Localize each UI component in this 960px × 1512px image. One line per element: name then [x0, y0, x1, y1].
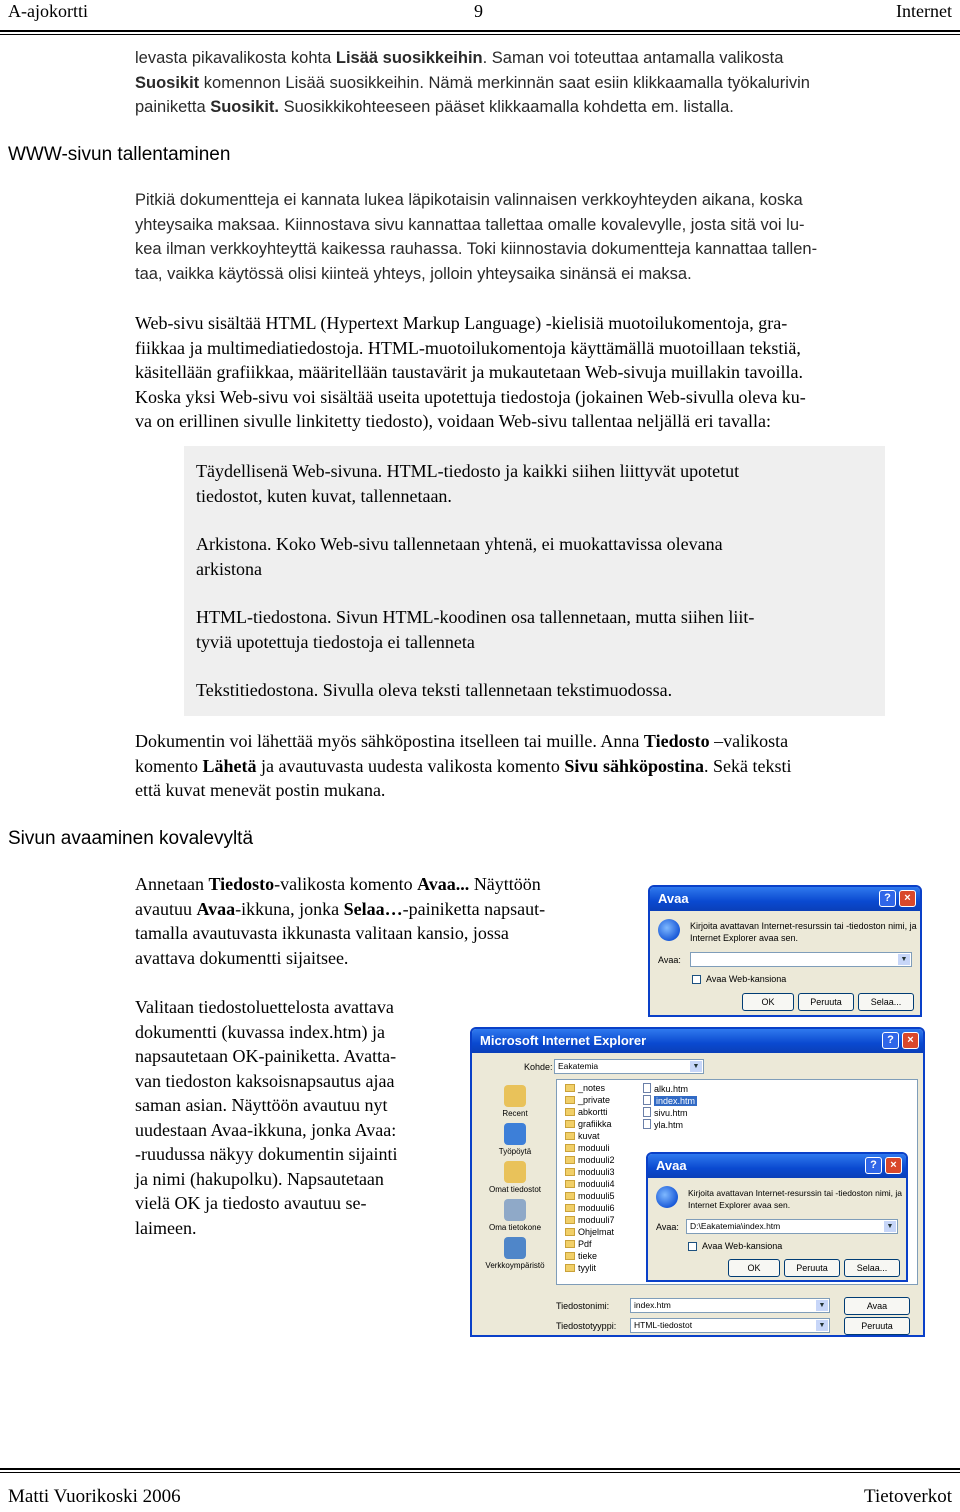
dialog-description-2: Internet Explorer avaa sen. [688, 1200, 791, 1210]
ok-button[interactable]: OK [742, 993, 794, 1011]
folder-item[interactable]: tieke [565, 1251, 597, 1262]
save-paragraph-2: Web-sivu sisältää HTML (Hypertext Markup Language) -kielisiä muotoilukomentoja, gra- fiikkaa ja multimediatiedostoja. HTML-muotoilukomentoja käyttämällä muotoillaan tekstiä, käsitellään grafiikkaa, määritellään taustavärit ja mukautetaan Web-sivuja muillakin tavoilla. Koska yksi Web-sivu voi sisältää useita upotettuja tiedostoja (jokainen Web-sivulla oleva ku- va on erillinen sivulle linkitetty tiedosto), voidaan Web-sivu tallentaa neljällä eri tavalla: [135, 313, 806, 431]
folder-item[interactable]: moduuli [565, 1143, 610, 1154]
web-folder-checkbox[interactable] [688, 1242, 697, 1251]
header-right: Internet [896, 1, 952, 21]
save-option-html: HTML-tiedostona. Sivun HTML-koodinen osa tallennetaan, mutta siihen liit- tyviä upotettuja tiedostoja ei tallenneta [196, 607, 755, 652]
header-rule-thin [0, 34, 960, 35]
recent-icon[interactable] [504, 1085, 526, 1107]
open-paragraph-1: Annetaan Tiedosto-valikosta komento Avaa... Näyttöön avautuu Avaa-ikkuna, jonka Selaa…-painiketta napsaut- tamalla avautuvasta ikkunasta valitaan kansio, jossa avattava dokumentti sijaitsee. [135, 874, 546, 968]
dialog-titlebar: Avaa ? × [648, 1154, 906, 1178]
chevron-down-icon[interactable]: ▼ [816, 1300, 828, 1311]
my-documents-icon[interactable] [504, 1161, 526, 1183]
folder-item[interactable]: moduuli7 [565, 1215, 615, 1226]
desktop-icon[interactable] [504, 1123, 526, 1145]
footer-rule-thin [0, 1472, 960, 1473]
dialog-description: Kirjoita avattavan Internet-resurssin tai -tiedoston nimi, ja [688, 1188, 903, 1198]
save-option-text: Tekstitiedostona. Sivulla oleva teksti tallennetaan tekstimuodossa. [196, 680, 673, 700]
section-heading-open: Sivun avaaminen kovalevyltä [8, 828, 254, 849]
network-icon[interactable] [504, 1237, 526, 1259]
save-options-box [184, 446, 885, 716]
save-option-archive: Arkistona. Koko Web-sivu tallennetaan yhtenä, ei muokattavissa olevana arkistona [196, 534, 723, 579]
folder-item[interactable]: _notes [565, 1083, 605, 1094]
filename-label: Tiedostonimi: [556, 1301, 610, 1311]
browser-titlebar: Microsoft Internet Explorer ? × [472, 1029, 923, 1053]
intro-paragraph: levasta pikavalikosta kohta Lisää suosikkeihin. Saman voi toteuttaa antamalla valikosta Suosikit komennon Lisää suosikkeihin. Nämä merkinnän saat esiin klikkaamalla työkalurivin painiketta Suosikit. Suosikkikohteeseen pääset klikkaamalla kohdetta em. listalla. [135, 49, 810, 116]
folder-item[interactable]: abkortti [565, 1107, 608, 1118]
header-rule [0, 30, 960, 32]
place-label: Recent [502, 1109, 528, 1118]
cancel-button[interactable]: Peruuta [844, 1317, 910, 1335]
close-icon[interactable]: × [899, 890, 916, 907]
folder-item[interactable]: grafiikka [565, 1119, 612, 1130]
place-label: Työpöytä [498, 1147, 532, 1156]
footer-author: Matti Vuorikoski 2006 [8, 1486, 181, 1507]
look-in-label: Kohde: [524, 1062, 553, 1072]
my-computer-icon[interactable] [504, 1199, 526, 1221]
open-dialog-with-path-screenshot [646, 1152, 908, 1282]
ok-button[interactable]: OK [728, 1259, 780, 1277]
folder-item[interactable]: _private [565, 1095, 610, 1106]
open-dialog-screenshot [648, 885, 922, 1017]
web-folder-label: Avaa Web-kansiona [706, 974, 787, 984]
globe-icon [656, 1186, 678, 1208]
file-item[interactable]: sivu.htm [643, 1107, 688, 1119]
folder-item[interactable]: kuvat [565, 1131, 600, 1142]
folder-item[interactable]: moduuli2 [565, 1155, 615, 1166]
folder-item[interactable]: moduuli4 [565, 1179, 615, 1190]
folder-item[interactable]: moduuli6 [565, 1203, 615, 1214]
email-paragraph: Dokumentin voi lähettää myös sähköpostina itselleen tai muille. Anna Tiedosto –valikosta komento Lähetä ja avautuvasta uudesta valikosta komento Sivu sähköpostina. Sekä teksti että kuvat menevät postin mukana. [135, 731, 792, 800]
save-paragraph-1: Pitkiä dokumentteja ei kannata lukea läpikotaisin valinnaisen verkkoyhteyden aikana, koska yhteysaika maksaa. Kiinnostava sivu kannattaa tallettaa omalle kovalevylle, josta sitä voi lu- kea ilman verkkoyhteyttä kaikessa rauhassa. Toki kiinnostavia dokumentteja kannattaa tallen- taa, vaikka käytössä olisi kiinteä yhteys, jolloin yhteysaika sinänsä ei maksa. [135, 191, 818, 283]
open-label: Avaa: [656, 1222, 679, 1232]
open-paragraph-2: Valitaan tiedostoluettelosta avattava dokumentti (kuvassa index.htm) ja napsautetaan OK-painiketta. Avatta- van tiedoston kaksoisnapsautus ajaa saman asian. Näyttöön avautuu nyt uudestaan Avaa-ikkuna, jonka Avaa: -ruudussa näkyy dokumentin sijainti ja nimi (hakupolku). Napsautetaan vielä OK ja tiedosto avautuu se- laimeen. [135, 997, 398, 1238]
page-number: 9 [474, 1, 483, 21]
chevron-down-icon[interactable]: ▼ [816, 1320, 828, 1331]
dialog-description: Kirjoita avattavan Internet-resurssin tai -tiedoston nimi, ja [690, 921, 917, 931]
folder-item[interactable]: Pdf [565, 1239, 592, 1250]
web-folder-checkbox[interactable] [692, 975, 701, 984]
save-option-complete: Täydellisenä Web-sivuna. HTML-tiedosto ja kaikki siihen liittyvät upotetut tiedostot, kuten kuvat, tallennetaan. [196, 461, 740, 506]
filename-input[interactable]: index.htm ▼ [630, 1298, 830, 1313]
filetype-label: Tiedostotyyppi: [556, 1321, 617, 1331]
browse-button[interactable]: Selaa... [844, 1259, 900, 1277]
place-label: Oma tietokone [488, 1223, 542, 1232]
footer-topic: Tietoverkot [864, 1486, 952, 1507]
help-icon[interactable]: ? [882, 1032, 899, 1049]
folder-item[interactable]: moduuli3 [565, 1167, 615, 1178]
open-label: Avaa: [658, 955, 681, 965]
folder-item[interactable]: Ohjelmat [565, 1227, 614, 1238]
help-icon[interactable]: ? [865, 1157, 882, 1174]
close-icon[interactable]: × [885, 1157, 902, 1174]
file-item[interactable]: alku.htm [643, 1083, 688, 1095]
open-button[interactable]: Avaa [844, 1297, 910, 1315]
place-label: Verkkoympäristö [485, 1261, 545, 1270]
filetype-select[interactable]: HTML-tiedostot ▼ [630, 1318, 830, 1333]
browse-button[interactable]: Selaa... [858, 993, 914, 1011]
footer-rule [0, 1468, 960, 1470]
cancel-button[interactable]: Peruuta [798, 993, 854, 1011]
address-input[interactable] [690, 952, 912, 967]
folder-item[interactable]: tyylit [565, 1263, 596, 1274]
dialog-description-2: Internet Explorer avaa sen. [690, 933, 799, 943]
file-item[interactable]: yla.htm [643, 1119, 683, 1131]
places-bar [476, 1081, 554, 1281]
header-left: A-ajokortti [8, 1, 88, 21]
chevron-down-icon[interactable]: ▼ [884, 1221, 896, 1232]
section-heading-save: WWW-sivun tallentaminen [8, 144, 231, 165]
dialog-titlebar: Avaa ? × [650, 887, 920, 911]
folder-item[interactable]: moduuli5 [565, 1191, 615, 1202]
globe-icon [658, 919, 680, 941]
chevron-down-icon[interactable]: ▼ [898, 954, 910, 965]
address-input[interactable]: D:\Eakatemia\index.htm ▼ [686, 1219, 898, 1234]
cancel-button[interactable]: Peruuta [784, 1259, 840, 1277]
look-in-select[interactable]: Eakatemia ▼ [554, 1059, 704, 1074]
web-folder-label: Avaa Web-kansiona [702, 1241, 783, 1251]
chevron-down-icon[interactable]: ▼ [690, 1061, 702, 1072]
help-icon[interactable]: ? [879, 890, 896, 907]
place-label: Omat tiedostot [488, 1185, 542, 1194]
file-item-selected[interactable]: index.htm [643, 1095, 697, 1107]
close-icon[interactable]: × [902, 1032, 919, 1049]
